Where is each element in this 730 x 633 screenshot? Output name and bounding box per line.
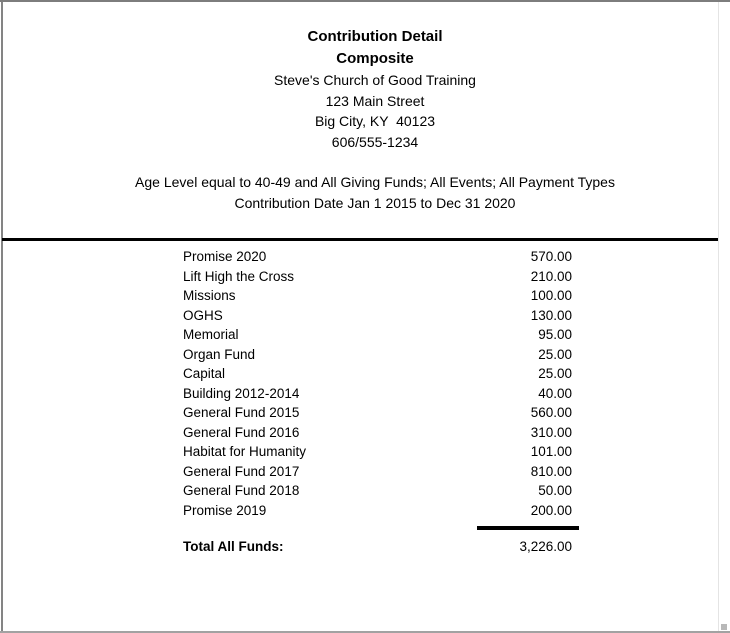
fund-row xyxy=(183,325,572,345)
criteria-filters: Age Level equal to 40-49 and All Giving Funds; All Events; All Payment Types xyxy=(135,174,615,190)
fund-amount: 810.00 xyxy=(530,463,572,479)
fund-row xyxy=(183,267,572,287)
phone-number: 606/555-1234 xyxy=(331,133,419,150)
fund-amount: 95.00 xyxy=(538,327,572,342)
fund-amount: 101.00 xyxy=(530,444,572,459)
report-criteria xyxy=(20,172,730,213)
fund-amount: 210.00 xyxy=(530,268,572,284)
fund-row xyxy=(183,247,572,267)
fund-amount: 570.00 xyxy=(530,249,572,264)
report-subtitle: Composite xyxy=(336,50,414,67)
fund-amount: 100.00 xyxy=(530,288,572,303)
funds-table xyxy=(183,247,572,520)
fund-name: General Fund 2018 xyxy=(183,483,300,498)
fund-name: Missions xyxy=(183,288,236,303)
address-city-state-zip: Big City, KY 40123 xyxy=(314,113,436,129)
criteria-date-range: Contribution Date Jan 1 2015 to Dec 31 2020 xyxy=(234,194,516,211)
report-header xyxy=(20,26,730,213)
fund-amount: 560.00 xyxy=(530,405,572,420)
fund-row xyxy=(183,345,572,365)
fund-row xyxy=(183,423,572,443)
fund-name: Promise 2020 xyxy=(183,249,267,264)
fund-name: Capital xyxy=(183,366,226,381)
fund-row xyxy=(183,384,572,404)
total-label: Total All Funds: xyxy=(183,539,284,554)
fund-amount: 25.00 xyxy=(538,366,572,381)
address-street: 123 Main Street xyxy=(325,92,425,109)
header-divider-rule xyxy=(2,238,718,241)
fund-name: Memorial xyxy=(183,327,239,342)
total-underline-rule xyxy=(477,526,579,530)
fund-name: Habitat for Humanity xyxy=(183,444,307,459)
organization-name: Steve's Church of Good Training xyxy=(274,72,476,88)
fund-name: General Fund 2017 xyxy=(183,463,300,479)
fund-row xyxy=(183,442,572,462)
fund-row xyxy=(183,306,572,326)
fund-row xyxy=(183,501,572,521)
fund-amount: 200.00 xyxy=(530,502,572,518)
fund-amount: 40.00 xyxy=(538,385,572,401)
fund-row xyxy=(183,364,572,384)
fund-name: Building 2012-2014 xyxy=(183,385,300,401)
fund-name: Lift High the Cross xyxy=(183,268,295,284)
fund-name: General Fund 2015 xyxy=(183,405,300,420)
fund-name: Promise 2019 xyxy=(183,502,267,518)
fund-amount: 310.00 xyxy=(530,424,572,440)
fund-row xyxy=(183,462,572,482)
fund-row xyxy=(183,403,572,423)
report-title: Contribution Detail xyxy=(307,28,443,45)
fund-amount: 25.00 xyxy=(538,346,572,362)
fund-row xyxy=(183,286,572,306)
total-amount: 3,226.00 xyxy=(519,539,572,554)
fund-amount: 130.00 xyxy=(530,307,572,323)
fund-row xyxy=(183,481,572,501)
window-resize-grip[interactable] xyxy=(721,624,727,630)
fund-name: General Fund 2016 xyxy=(183,424,300,440)
total-row xyxy=(183,539,572,555)
window-border-left xyxy=(1,2,3,633)
fund-amount: 50.00 xyxy=(538,483,572,498)
window-border-top xyxy=(0,0,730,2)
fund-name: Organ Fund xyxy=(183,346,256,362)
fund-name: OGHS xyxy=(183,307,223,323)
